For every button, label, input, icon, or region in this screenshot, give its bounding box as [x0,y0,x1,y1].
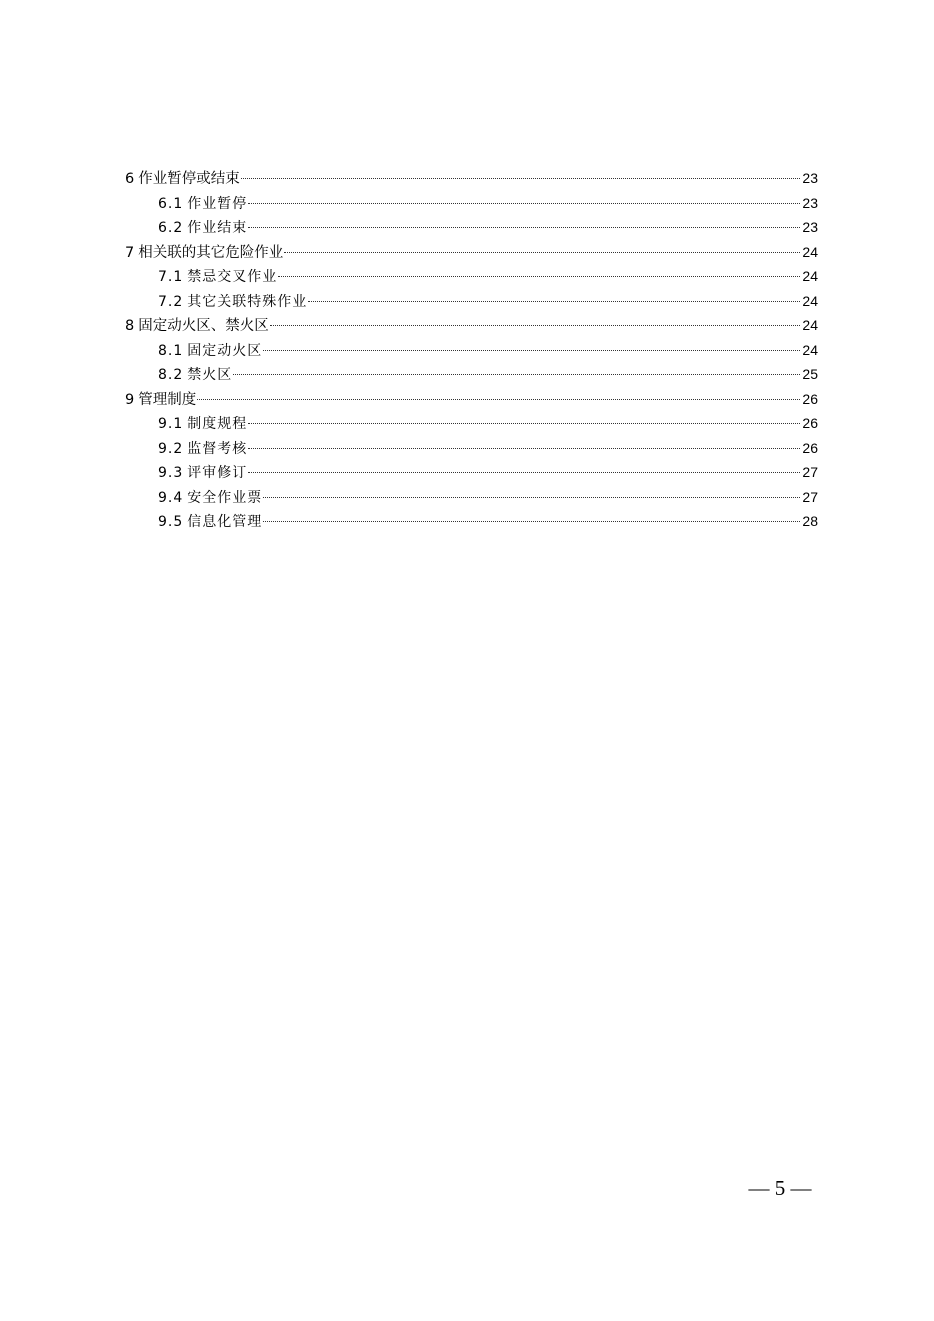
toc-entry-page: 23 [802,170,818,186]
toc-entry[interactable] [125,240,818,265]
toc-entry-page: 24 [802,268,818,284]
toc-entry[interactable] [125,387,818,412]
toc-dot-leader [263,350,800,351]
toc-entry[interactable] [125,191,818,216]
toc-entry[interactable] [125,264,818,289]
toc-entry[interactable] [125,362,818,387]
toc-dot-leader [263,497,800,498]
toc-entry-title: 评审修订 [187,465,248,481]
toc-entry-number: 8.2 [158,367,184,383]
toc-entry-page: 26 [802,439,818,456]
toc-entry[interactable] [125,485,818,510]
toc-entry-page: 25 [802,366,818,382]
toc-dot-leader [270,325,801,326]
toc-entry[interactable] [125,411,818,436]
toc-entry-title: 固定动火区、禁火区 [138,318,269,334]
toc-entry-title: 作业暂停 [187,195,248,212]
toc-entry[interactable] [125,289,818,314]
toc-entry-number: 6.2 [158,220,184,236]
toc-entry-page: 28 [802,513,818,529]
toc-entry-title: 作业暂停或结束 [138,171,240,187]
toc-entry-title: 禁火区 [187,367,233,383]
toc-dot-leader [284,252,800,253]
toc-dot-leader [278,276,800,277]
toc-entry-page: 26 [802,415,818,431]
toc-entry-number: 9.2 [158,440,184,457]
toc-entry[interactable] [125,460,818,485]
toc-entry-number: 9.3 [158,465,184,481]
toc-entry-number: 6.1 [158,195,184,212]
toc-dot-leader [248,227,800,228]
toc-entry-number: 9 [125,391,135,408]
table-of-contents [125,166,818,534]
toc-dot-leader [248,203,800,204]
toc-entry-page: 24 [802,292,818,309]
toc-entry-page: 27 [802,488,818,505]
toc-entry-title: 监督考核 [187,440,248,457]
toc-entry[interactable] [125,338,818,363]
toc-entry-page: 24 [802,341,818,358]
toc-dot-leader [241,178,801,179]
toc-entry-number: 8.1 [158,342,184,359]
toc-dot-leader [263,521,800,522]
toc-entry-title: 作业结束 [187,220,248,236]
toc-entry-title: 其它关联特殊作业 [187,293,308,310]
toc-dot-leader [248,472,800,473]
toc-entry-page: 27 [802,464,818,480]
toc-entry-title: 禁忌交叉作业 [187,269,278,285]
toc-entry-page: 24 [802,317,818,333]
toc-entry-page: 23 [802,219,818,235]
toc-dot-leader [233,374,800,375]
toc-entry-title: 信息化管理 [187,514,263,530]
toc-entry-number: 7.2 [158,293,184,310]
toc-dot-leader [308,301,800,302]
toc-dot-leader [248,423,800,424]
toc-entry-number: 9.5 [158,514,184,530]
toc-entry-number: 7 [125,244,135,261]
toc-entry-number: 8 [125,318,135,334]
toc-entry-page: 23 [802,194,818,211]
toc-entry-number: 9.1 [158,416,184,432]
toc-dot-leader [248,448,800,449]
toc-entry[interactable] [125,509,818,534]
toc-entry-number: 9.4 [158,489,184,506]
toc-entry-number: 6 [125,171,135,187]
toc-entry-title: 安全作业票 [187,489,263,506]
toc-entry-title: 管理制度 [138,391,197,408]
toc-entry-page: 26 [802,390,818,407]
toc-entry-number: 7.1 [158,269,184,285]
toc-entry-title: 制度规程 [187,416,248,432]
toc-dot-leader [197,399,800,400]
toc-entry[interactable] [125,166,818,191]
toc-entry-page: 24 [802,243,818,260]
toc-entry-title: 相关联的其它危险作业 [138,244,284,261]
page-number: — 5 — [748,1176,812,1200]
toc-entry[interactable] [125,436,818,461]
toc-entry[interactable] [125,215,818,240]
toc-entry-title: 固定动火区 [187,342,263,359]
toc-entry[interactable] [125,313,818,338]
